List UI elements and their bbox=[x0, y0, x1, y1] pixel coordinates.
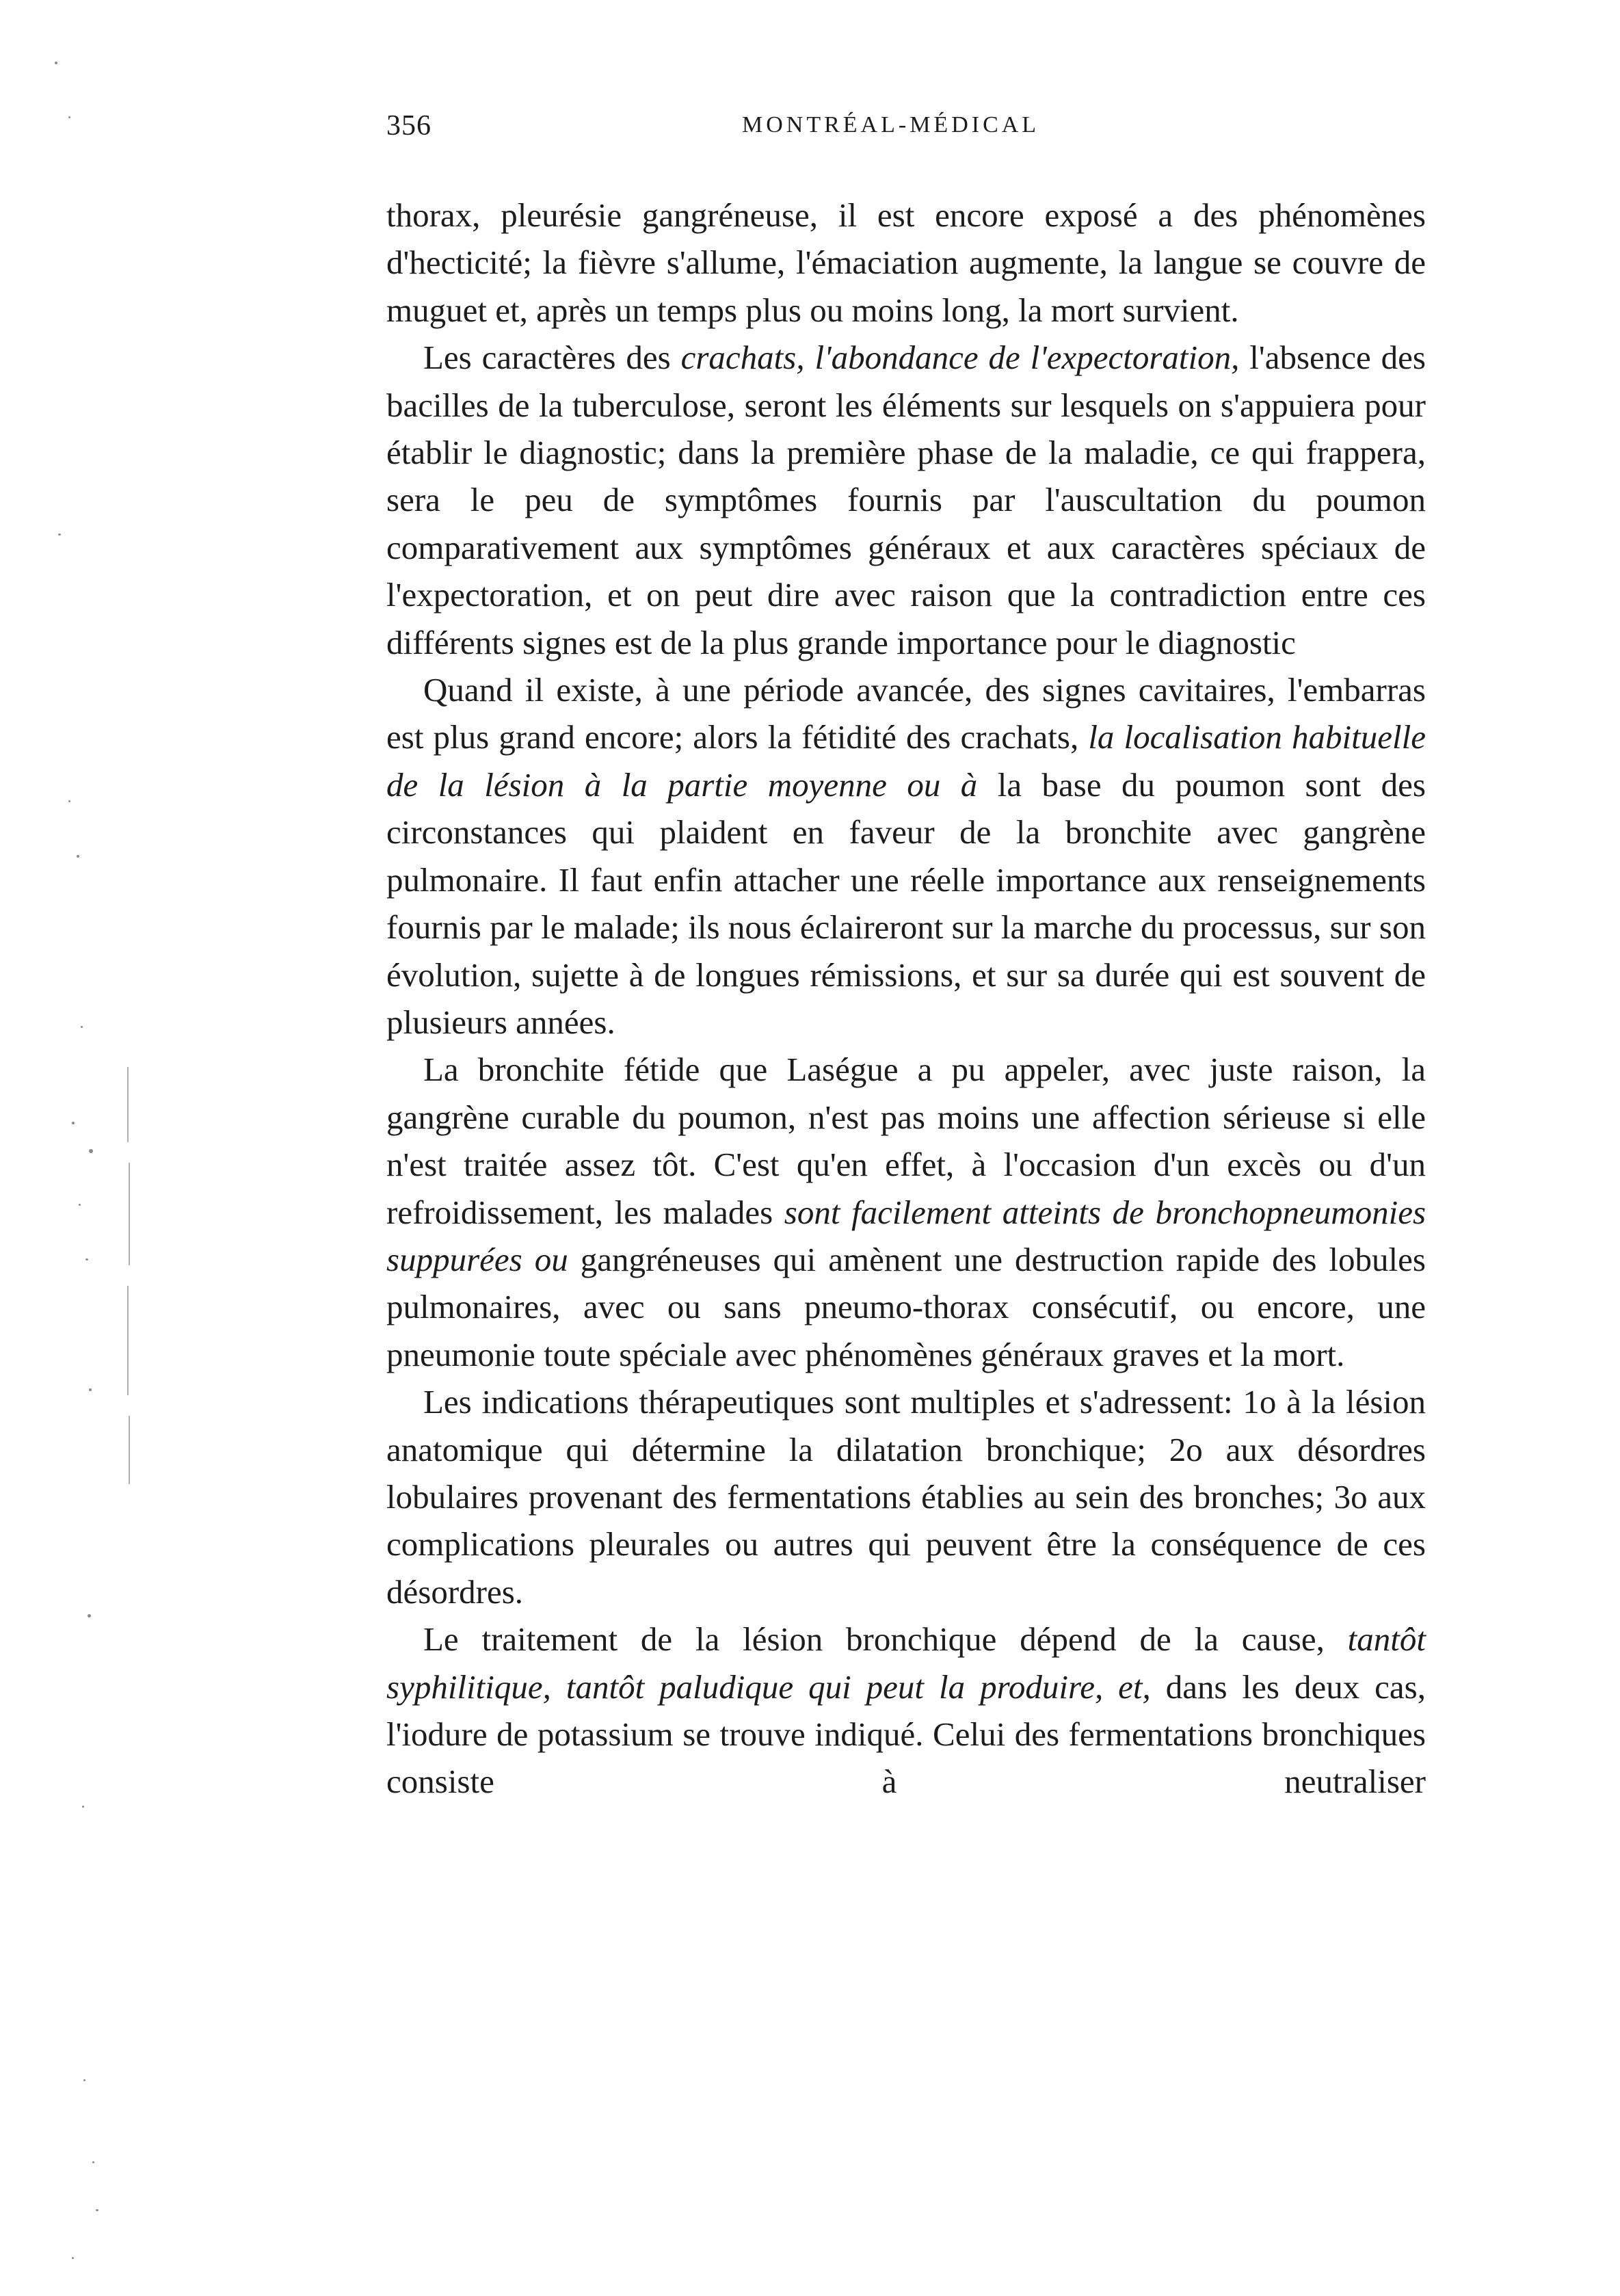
italic-segment: tantôt syphilitique, tantôt paludique qui peut la produire, et, bbox=[386, 1620, 1426, 1706]
text-segment: dans les deux cas, l'iodure de potassium se trouve indiqué. Celui des fermentations bronchiques consiste à neutraliser bbox=[386, 1667, 1426, 1801]
article-body bbox=[386, 192, 1426, 1806]
paragraph-3 bbox=[386, 666, 1426, 1046]
text-segment: gangréneuses qui amènent une destruction rapide des lobules pulmonaires, avec ou sans pneumo-thorax consécutif, ou encore, une pneumonie toute spéciale avec phénomènes généraux graves et la mort. bbox=[386, 1240, 1426, 1373]
page-number: 356 bbox=[386, 110, 431, 142]
text-segment: Les caractères des bbox=[423, 339, 681, 377]
paragraph-2 bbox=[386, 334, 1426, 666]
paragraph-6 bbox=[386, 1615, 1426, 1806]
italic-segment: crachats, l'abondance de l'expectoration, bbox=[680, 339, 1240, 377]
text-segment: thorax, pleurésie gangréneuse, il est encore exposé a des phénomènes d'hecticité; la fièvre s'allume, l'émaciation augmente, la langue se couvre de muguet et, après un temps plus ou moins long, la mort survient. bbox=[386, 196, 1426, 329]
paragraph-4 bbox=[386, 1046, 1426, 1378]
italic-segment: sont facilement atteints de bronchopneumonies suppurées ou bbox=[386, 1193, 1426, 1278]
paragraph-1 bbox=[386, 192, 1426, 334]
text-segment: Les indications thérapeutiques sont multiples et s'adressent: 1o à la lésion anatomique qui détermine la dilatation bronchique; 2o aux désordres lobulaires provenant des fermentations établies au sein des bronches; 3o aux complications pleurales ou autres qui peuvent être la conséquence de ces désordres. bbox=[386, 1383, 1426, 1611]
text-segment: l'absence des bacilles de la tuberculose, seront les éléments sur lesquels on s'appuiera pour établir le diagnostic; dans la première phase de la maladie, ce qui frappera, sera le peu de symptômes fournis par l'auscultation du poumon comparativement aux symptômes généraux et aux caractères spéciaux de l'expectoration, et on peut dire avec raison que la contradiction entre ces différents signes est de la plus grande importance pour le diagnostic bbox=[386, 339, 1426, 661]
paragraph-5 bbox=[386, 1378, 1426, 1615]
text-segment: La bronchite fétide que Laségue a pu appeler, avec juste raison, la gangrène curable du poumon, n'est pas moins une affection sérieuse si elle n'est traitée assez tôt. C'est qu'en effet, à l'occasion d'un excès ou d'un refroidissement, les malades bbox=[386, 1051, 1426, 1231]
margin-scan-specks bbox=[41, 55, 144, 2243]
text-segment: la base du poumon sont des circonstances qui plaident en faveur de la bronchite avec gangrène pulmonaire. Il faut enfin attacher une réelle importance aux renseignements fournis par le malade; ils nous éclaireront sur la marche du processus, sur son évolution, sujette à de longues rémissions, et sur sa durée qui est souvent de plusieurs années. bbox=[386, 765, 1426, 1041]
italic-segment: la localisation habituelle de la lésion à la partie moyenne ou à bbox=[386, 718, 1426, 804]
running-head bbox=[386, 109, 1426, 150]
text-segment: Le traitement de la lésion bronchique dépend de la cause, bbox=[423, 1620, 1348, 1659]
journal-title: MONTRÉAL-MÉDICAL bbox=[742, 112, 1040, 137]
text-segment: Quand il existe, à une période avancée, des signes cavitaires, l'embarras est plus grand encore; alors la fétidité des crachats, bbox=[386, 671, 1426, 756]
